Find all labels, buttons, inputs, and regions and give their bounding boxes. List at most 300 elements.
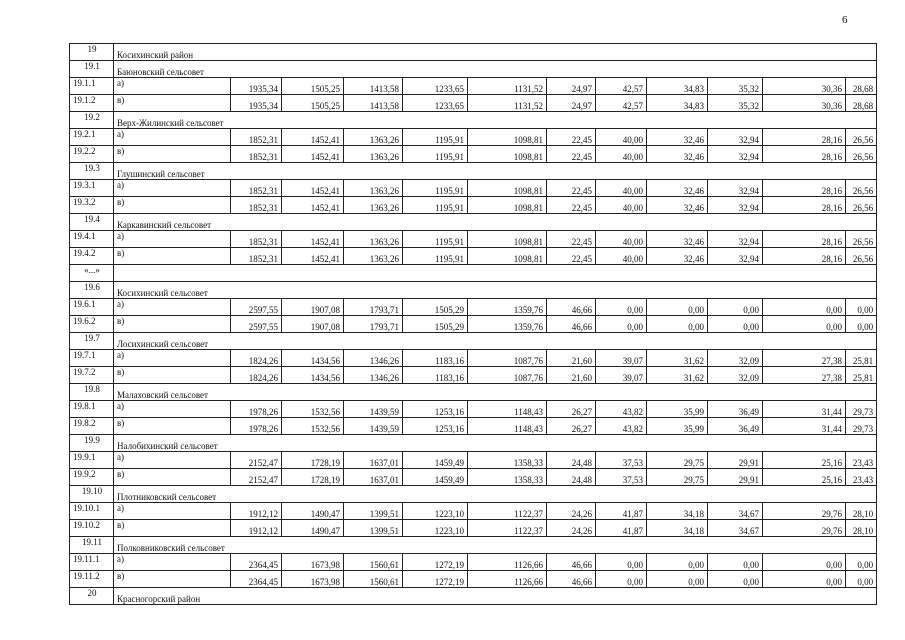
- value-cell: 25,81: [846, 350, 877, 367]
- value-cell: 29,76: [763, 503, 846, 520]
- value-cell: 0,00: [763, 554, 846, 571]
- value-cell: 1399,51: [344, 520, 403, 537]
- value-cell: 21,60: [547, 350, 596, 367]
- row-label: в): [114, 520, 231, 537]
- section-title: Лосихинский сельсовет: [114, 333, 877, 350]
- value-cell: 32,94: [708, 146, 763, 163]
- section-header-row: [70, 282, 877, 299]
- value-cell: 26,56: [846, 231, 877, 248]
- value-cell: 1935,34: [231, 78, 282, 95]
- value-cell: 1358,33: [468, 469, 547, 486]
- value-cell: 0,00: [763, 316, 846, 333]
- row-code: 19.1.1: [70, 78, 114, 95]
- value-cell: 23,43: [846, 452, 877, 469]
- value-cell: 32,09: [708, 367, 763, 384]
- table-row: [70, 299, 877, 316]
- row-label: в): [114, 469, 231, 486]
- value-cell: 1452,41: [282, 129, 344, 146]
- section-code: «...»: [70, 265, 114, 282]
- value-cell: 1413,58: [344, 78, 403, 95]
- row-label: а): [114, 350, 231, 367]
- value-cell: 34,67: [708, 503, 763, 520]
- value-cell: 0,00: [647, 554, 708, 571]
- value-cell: 2597,55: [231, 299, 282, 316]
- row-label: а): [114, 503, 231, 520]
- value-cell: 1358,33: [468, 452, 547, 469]
- value-cell: 40,00: [596, 248, 647, 265]
- value-cell: 1122,37: [468, 520, 547, 537]
- value-cell: 40,00: [596, 129, 647, 146]
- row-label: а): [114, 231, 231, 248]
- section-header-row: [70, 333, 877, 350]
- value-cell: 28,16: [763, 231, 846, 248]
- value-cell: 1793,71: [344, 316, 403, 333]
- table-row: [70, 418, 877, 435]
- value-cell: 35,32: [708, 78, 763, 95]
- value-cell: 1346,26: [344, 367, 403, 384]
- value-cell: 28,16: [763, 146, 846, 163]
- value-cell: 1148,43: [468, 418, 547, 435]
- value-cell: 1253,16: [403, 418, 468, 435]
- value-cell: 1233,65: [403, 95, 468, 112]
- section-header-row: [70, 435, 877, 452]
- table-row: [70, 129, 877, 146]
- value-cell: 1126,66: [468, 571, 547, 588]
- row-label: в): [114, 197, 231, 214]
- table-row: [70, 197, 877, 214]
- value-cell: 1935,34: [231, 95, 282, 112]
- page-number: 6: [842, 14, 848, 26]
- value-cell: 1098,81: [468, 248, 547, 265]
- value-cell: 31,44: [763, 418, 846, 435]
- value-cell: 0,00: [708, 299, 763, 316]
- row-code: 19.1.2: [70, 95, 114, 112]
- table-row: [70, 452, 877, 469]
- value-cell: 34,18: [647, 520, 708, 537]
- row-code: 19.3.1: [70, 180, 114, 197]
- value-cell: 1673,98: [282, 554, 344, 571]
- value-cell: 1439,59: [344, 418, 403, 435]
- section-code: 19.10: [70, 486, 114, 503]
- value-cell: 1490,47: [282, 520, 344, 537]
- value-cell: 1346,26: [344, 350, 403, 367]
- value-cell: 43,82: [596, 418, 647, 435]
- row-code: 19.6.1: [70, 299, 114, 316]
- value-cell: 26,56: [846, 180, 877, 197]
- section-header-row: [70, 537, 877, 554]
- value-cell: 36,49: [708, 401, 763, 418]
- value-cell: 0,00: [708, 316, 763, 333]
- value-cell: 2597,55: [231, 316, 282, 333]
- table-row: [70, 520, 877, 537]
- value-cell: 31,62: [647, 350, 708, 367]
- value-cell: 32,94: [708, 129, 763, 146]
- value-cell: 26,27: [547, 401, 596, 418]
- value-cell: 1122,37: [468, 503, 547, 520]
- value-cell: 41,87: [596, 503, 647, 520]
- value-cell: 1195,91: [403, 231, 468, 248]
- value-cell: 24,26: [547, 520, 596, 537]
- row-label: в): [114, 316, 231, 333]
- row-code: 19.8.2: [70, 418, 114, 435]
- value-cell: 1223,10: [403, 520, 468, 537]
- value-cell: 0,00: [763, 571, 846, 588]
- value-cell: 1793,71: [344, 299, 403, 316]
- value-cell: 1098,81: [468, 180, 547, 197]
- value-cell: 32,94: [708, 248, 763, 265]
- value-cell: 35,99: [647, 418, 708, 435]
- section-header-row: [70, 163, 877, 180]
- value-cell: 35,99: [647, 401, 708, 418]
- value-cell: 46,66: [547, 316, 596, 333]
- value-cell: 32,46: [647, 180, 708, 197]
- section-header-row: [70, 112, 877, 129]
- value-cell: 1978,26: [231, 418, 282, 435]
- value-cell: 36,49: [708, 418, 763, 435]
- row-code: 19.7.2: [70, 367, 114, 384]
- value-cell: 1978,26: [231, 401, 282, 418]
- value-cell: 1195,91: [403, 129, 468, 146]
- section-title: Каркавинский сельсовет: [114, 214, 877, 231]
- value-cell: 28,16: [763, 180, 846, 197]
- table-row: [70, 78, 877, 95]
- value-cell: 25,16: [763, 452, 846, 469]
- section-code: 19.1: [70, 61, 114, 78]
- value-cell: 32,94: [708, 231, 763, 248]
- value-cell: 35,32: [708, 95, 763, 112]
- section-header-row: [70, 486, 877, 503]
- table-row: [70, 248, 877, 265]
- row-code: 19.10.1: [70, 503, 114, 520]
- value-cell: 26,56: [846, 197, 877, 214]
- value-cell: 1912,12: [231, 503, 282, 520]
- value-cell: 1195,91: [403, 248, 468, 265]
- section-header-row: [70, 61, 877, 78]
- section-title: Косихинский сельсовет: [114, 282, 877, 299]
- section-title: Глушинский сельсовет: [114, 163, 877, 180]
- table-row: [70, 401, 877, 418]
- value-cell: 1272,19: [403, 554, 468, 571]
- value-cell: 34,18: [647, 503, 708, 520]
- value-cell: 0,00: [846, 554, 877, 571]
- value-cell: 1434,56: [282, 367, 344, 384]
- value-cell: 32,94: [708, 197, 763, 214]
- table-row: [70, 554, 877, 571]
- table-row: [70, 316, 877, 333]
- value-cell: 25,81: [846, 367, 877, 384]
- value-cell: 1505,29: [403, 299, 468, 316]
- value-cell: 34,67: [708, 520, 763, 537]
- section-header-row: [70, 588, 877, 605]
- row-label: а): [114, 78, 231, 95]
- value-cell: 46,66: [547, 571, 596, 588]
- value-cell: 2152,47: [231, 469, 282, 486]
- value-cell: 31,44: [763, 401, 846, 418]
- value-cell: 1824,26: [231, 367, 282, 384]
- section-header-row: [70, 384, 877, 401]
- value-cell: 1087,76: [468, 350, 547, 367]
- value-cell: 26,56: [846, 129, 877, 146]
- value-cell: 1852,31: [231, 231, 282, 248]
- value-cell: 1452,41: [282, 180, 344, 197]
- value-cell: 40,00: [596, 231, 647, 248]
- value-cell: 0,00: [846, 299, 877, 316]
- value-cell: 39,07: [596, 350, 647, 367]
- value-cell: 1505,29: [403, 316, 468, 333]
- value-cell: 1452,41: [282, 197, 344, 214]
- value-cell: 40,00: [596, 146, 647, 163]
- section-code: 19.8: [70, 384, 114, 401]
- value-cell: 1363,26: [344, 146, 403, 163]
- value-cell: 1183,16: [403, 350, 468, 367]
- tariff-table-container: [69, 43, 876, 605]
- value-cell: 25,16: [763, 469, 846, 486]
- section-code: 19.11: [70, 537, 114, 554]
- value-cell: 21,60: [547, 367, 596, 384]
- value-cell: 37,53: [596, 469, 647, 486]
- table-row: [70, 571, 877, 588]
- value-cell: 29,75: [647, 452, 708, 469]
- table-row: [70, 231, 877, 248]
- row-code: 19.8.1: [70, 401, 114, 418]
- value-cell: 0,00: [708, 554, 763, 571]
- value-cell: 27,38: [763, 367, 846, 384]
- section-title: Налобихинский сельсовет: [114, 435, 877, 452]
- value-cell: 29,91: [708, 452, 763, 469]
- value-cell: 1637,01: [344, 452, 403, 469]
- value-cell: 28,10: [846, 503, 877, 520]
- value-cell: 1098,81: [468, 129, 547, 146]
- row-label: в): [114, 95, 231, 112]
- value-cell: 28,16: [763, 197, 846, 214]
- value-cell: 1505,25: [282, 78, 344, 95]
- table-row: [70, 350, 877, 367]
- value-cell: 1560,61: [344, 571, 403, 588]
- value-cell: 28,68: [846, 95, 877, 112]
- value-cell: 0,00: [647, 316, 708, 333]
- value-cell: 0,00: [763, 299, 846, 316]
- value-cell: 34,83: [647, 78, 708, 95]
- value-cell: 1399,51: [344, 503, 403, 520]
- value-cell: 0,00: [596, 316, 647, 333]
- value-cell: 32,46: [647, 248, 708, 265]
- value-cell: 1907,08: [282, 316, 344, 333]
- value-cell: 0,00: [596, 571, 647, 588]
- value-cell: 32,94: [708, 180, 763, 197]
- value-cell: 1824,26: [231, 350, 282, 367]
- value-cell: 46,66: [547, 554, 596, 571]
- section-code: 19.4: [70, 214, 114, 231]
- value-cell: 1532,56: [282, 401, 344, 418]
- value-cell: 1452,41: [282, 146, 344, 163]
- value-cell: 1728,19: [282, 469, 344, 486]
- value-cell: 1452,41: [282, 248, 344, 265]
- value-cell: 31,62: [647, 367, 708, 384]
- value-cell: 41,87: [596, 520, 647, 537]
- value-cell: 40,00: [596, 180, 647, 197]
- value-cell: 1195,91: [403, 146, 468, 163]
- value-cell: 24,97: [547, 95, 596, 112]
- value-cell: 0,00: [708, 571, 763, 588]
- value-cell: 22,45: [547, 197, 596, 214]
- section-header-row: [70, 265, 877, 282]
- section-code: 19: [70, 44, 114, 61]
- value-cell: 0,00: [846, 316, 877, 333]
- value-cell: 1363,26: [344, 248, 403, 265]
- value-cell: 1098,81: [468, 197, 547, 214]
- value-cell: 1637,01: [344, 469, 403, 486]
- value-cell: 1912,12: [231, 520, 282, 537]
- row-code: 19.2.1: [70, 129, 114, 146]
- value-cell: 34,83: [647, 95, 708, 112]
- row-label: а): [114, 180, 231, 197]
- value-cell: 1505,25: [282, 95, 344, 112]
- value-cell: 32,46: [647, 231, 708, 248]
- value-cell: 1459,49: [403, 452, 468, 469]
- value-cell: 30,36: [763, 78, 846, 95]
- row-code: 19.2.2: [70, 146, 114, 163]
- section-code: 19.3: [70, 163, 114, 180]
- table-row: [70, 146, 877, 163]
- section-header-row: [70, 214, 877, 231]
- value-cell: 1272,19: [403, 571, 468, 588]
- row-code: 19.7.1: [70, 350, 114, 367]
- table-row: [70, 503, 877, 520]
- row-code: 19.11.2: [70, 571, 114, 588]
- value-cell: 40,00: [596, 197, 647, 214]
- value-cell: 32,46: [647, 129, 708, 146]
- value-cell: 29,73: [846, 418, 877, 435]
- value-cell: 1907,08: [282, 299, 344, 316]
- value-cell: 1363,26: [344, 129, 403, 146]
- value-cell: 1532,56: [282, 418, 344, 435]
- value-cell: 28,10: [846, 520, 877, 537]
- row-code: 19.4.2: [70, 248, 114, 265]
- row-code: 19.11.1: [70, 554, 114, 571]
- value-cell: 28,16: [763, 129, 846, 146]
- table-row: [70, 180, 877, 197]
- value-cell: 42,57: [596, 95, 647, 112]
- row-label: в): [114, 571, 231, 588]
- row-label: а): [114, 299, 231, 316]
- row-label: а): [114, 452, 231, 469]
- section-title: Малаховский сельсовет: [114, 384, 877, 401]
- value-cell: 1560,61: [344, 554, 403, 571]
- value-cell: 1459,49: [403, 469, 468, 486]
- section-code: 19.2: [70, 112, 114, 129]
- value-cell: 22,45: [547, 146, 596, 163]
- table-row: [70, 367, 877, 384]
- value-cell: 37,53: [596, 452, 647, 469]
- value-cell: 29,91: [708, 469, 763, 486]
- value-cell: 1852,31: [231, 146, 282, 163]
- section-title: Баюновский сельсовет: [114, 61, 877, 78]
- value-cell: 1728,19: [282, 452, 344, 469]
- value-cell: 0,00: [596, 554, 647, 571]
- value-cell: 1359,76: [468, 316, 547, 333]
- value-cell: 1126,66: [468, 554, 547, 571]
- row-code: 19.4.1: [70, 231, 114, 248]
- value-cell: 43,82: [596, 401, 647, 418]
- value-cell: 1852,31: [231, 197, 282, 214]
- row-label: в): [114, 367, 231, 384]
- value-cell: 1359,76: [468, 299, 547, 316]
- value-cell: 24,48: [547, 452, 596, 469]
- value-cell: 22,45: [547, 231, 596, 248]
- value-cell: 0,00: [846, 571, 877, 588]
- value-cell: 0,00: [647, 299, 708, 316]
- value-cell: 23,43: [846, 469, 877, 486]
- section-code: 19.7: [70, 333, 114, 350]
- value-cell: 26,27: [547, 418, 596, 435]
- value-cell: 1098,81: [468, 231, 547, 248]
- section-title: Плотниковский сельсовет: [114, 486, 877, 503]
- value-cell: 46,66: [547, 299, 596, 316]
- value-cell: 1223,10: [403, 503, 468, 520]
- section-code: 20: [70, 588, 114, 605]
- value-cell: 1852,31: [231, 248, 282, 265]
- value-cell: 2152,47: [231, 452, 282, 469]
- value-cell: 26,56: [846, 248, 877, 265]
- table-body: [70, 44, 877, 605]
- section-code: 19.9: [70, 435, 114, 452]
- value-cell: 1439,59: [344, 401, 403, 418]
- row-label: а): [114, 401, 231, 418]
- value-cell: 1148,43: [468, 401, 547, 418]
- value-cell: 24,97: [547, 78, 596, 95]
- value-cell: 28,68: [846, 78, 877, 95]
- value-cell: 29,76: [763, 520, 846, 537]
- value-cell: 1363,26: [344, 231, 403, 248]
- value-cell: 1195,91: [403, 197, 468, 214]
- value-cell: 22,45: [547, 248, 596, 265]
- value-cell: 22,45: [547, 180, 596, 197]
- row-code: 19.9.1: [70, 452, 114, 469]
- row-label: а): [114, 129, 231, 146]
- value-cell: 1852,31: [231, 129, 282, 146]
- value-cell: 24,26: [547, 503, 596, 520]
- section-title: Полковниковский сельсовет: [114, 537, 877, 554]
- value-cell: 1452,41: [282, 231, 344, 248]
- value-cell: 32,46: [647, 146, 708, 163]
- value-cell: 1131,52: [468, 95, 547, 112]
- value-cell: 32,46: [647, 197, 708, 214]
- table-row: [70, 469, 877, 486]
- row-code: 19.6.2: [70, 316, 114, 333]
- value-cell: 1363,26: [344, 180, 403, 197]
- value-cell: 0,00: [596, 299, 647, 316]
- value-cell: 22,45: [547, 129, 596, 146]
- value-cell: 1363,26: [344, 197, 403, 214]
- value-cell: 1183,16: [403, 367, 468, 384]
- value-cell: 26,56: [846, 146, 877, 163]
- value-cell: 1673,98: [282, 571, 344, 588]
- section-title: Верх-Жилинский сельсовет: [114, 112, 877, 129]
- value-cell: 1087,76: [468, 367, 547, 384]
- value-cell: 1195,91: [403, 180, 468, 197]
- value-cell: 29,73: [846, 401, 877, 418]
- value-cell: 1253,16: [403, 401, 468, 418]
- table-row: [70, 95, 877, 112]
- value-cell: 1434,56: [282, 350, 344, 367]
- row-label: в): [114, 418, 231, 435]
- value-cell: 1490,47: [282, 503, 344, 520]
- value-cell: 2364,45: [231, 571, 282, 588]
- value-cell: 1413,58: [344, 95, 403, 112]
- value-cell: 24,48: [547, 469, 596, 486]
- section-title: [114, 265, 877, 282]
- row-code: 19.9.2: [70, 469, 114, 486]
